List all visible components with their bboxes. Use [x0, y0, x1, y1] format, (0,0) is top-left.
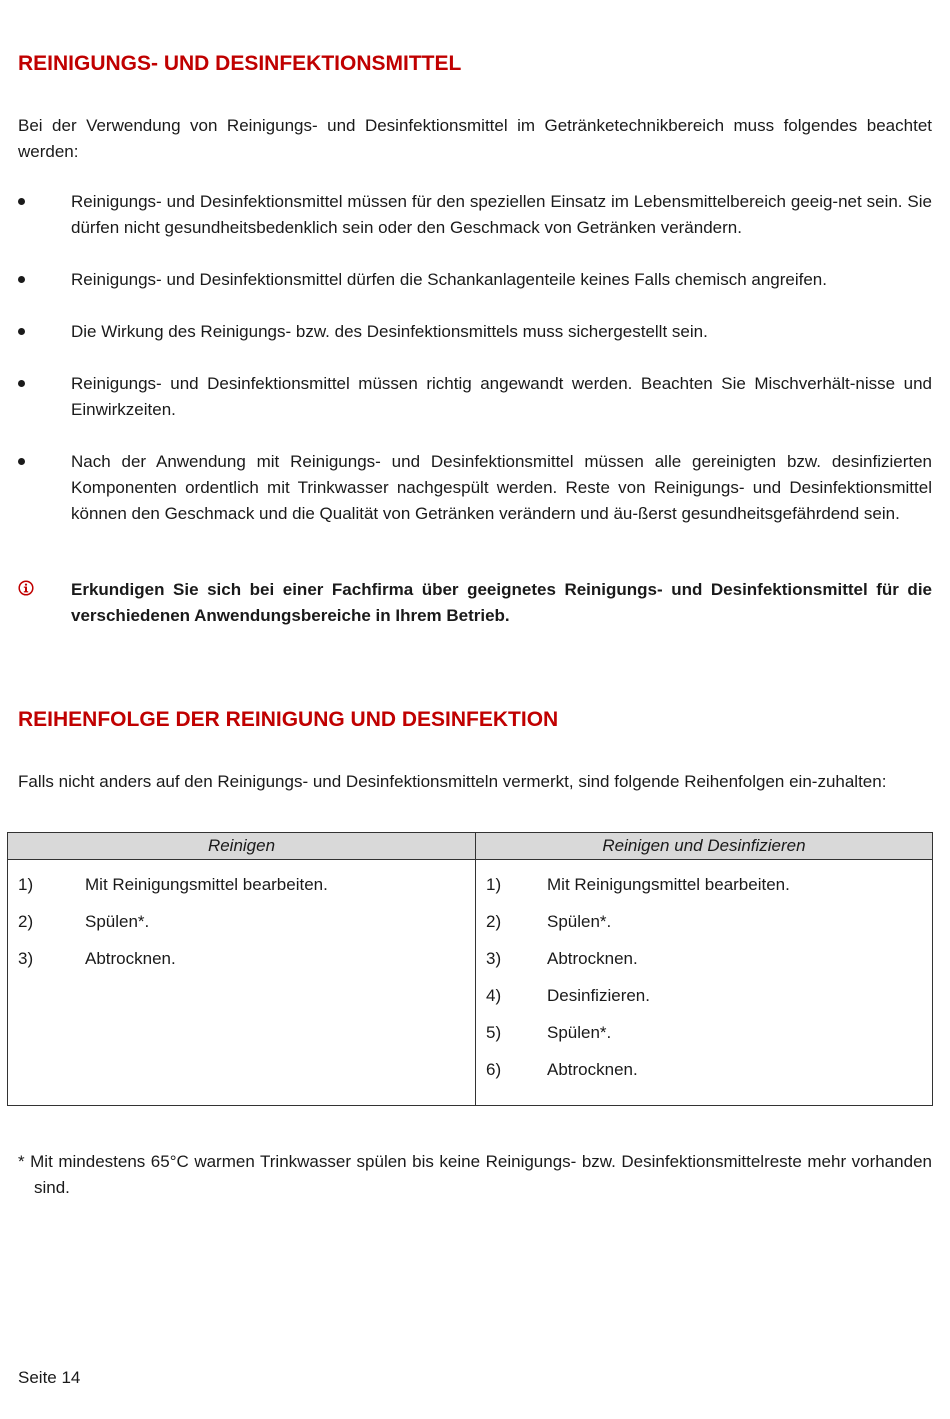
section-heading-cleaning-agents: REINIGUNGS- UND DESINFEKTIONSMITTEL [18, 52, 462, 75]
procedure-column-cleaning [8, 833, 476, 1105]
info-icon [18, 580, 34, 596]
column-header: Reinigen [8, 833, 475, 860]
bullet-text: Die Wirkung des Reinigungs- bzw. des Desinfektionsmittels muss sichergestellt sein. [71, 322, 708, 341]
step-item [476, 983, 932, 1020]
step-text: Spülen*. [547, 1023, 612, 1042]
step-text: Spülen*. [547, 912, 612, 931]
step-number: 6) [486, 1060, 502, 1079]
step-number: 5) [486, 1023, 502, 1042]
step-item [476, 872, 932, 909]
step-number: 1) [486, 875, 502, 894]
step-list [476, 860, 932, 1094]
bullet-icon [18, 380, 25, 387]
bullet-item [18, 449, 932, 527]
page-number: Seite 14 [18, 1368, 81, 1387]
step-item [8, 909, 475, 946]
column-header: Reinigen und Desinfizieren [476, 833, 932, 860]
bullet-text: Reinigungs- und Desinfektionsmittel dürfen die Schankanlagenteile keines Falls chemisch angreifen. [71, 270, 827, 289]
step-item [476, 909, 932, 946]
bullet-icon [18, 276, 25, 283]
footnote: * Mit mindestens 65°C warmen Trinkwasser spülen bis keine Reinigungs- bzw. Desinfektionsmittelreste mehr vorhanden sind. [18, 1152, 932, 1197]
step-text: Abtrocknen. [547, 949, 638, 968]
step-number: 4) [486, 986, 502, 1005]
bullet-text: Reinigungs- und Desinfektionsmittel müssen richtig angewandt werden. Beachten Sie Mischverhält-nisse und Einwirkzeiten. [71, 374, 932, 419]
bullet-icon [18, 328, 25, 335]
procedure-table [7, 832, 933, 1106]
step-item [8, 946, 475, 983]
bullet-icon [18, 458, 25, 465]
step-number: 3) [486, 949, 502, 968]
step-text: Abtrocknen. [547, 1060, 638, 1079]
info-note-text: Erkundigen Sie sich bei einer Fachfirma über geeignetes Reinigungs- und Desinfektionsmittel für die verschiedenen Anwendungsbereiche in Ihrem Betrieb. [71, 580, 932, 625]
section-heading-sequence: REIHENFOLGE DER REINIGUNG UND DESINFEKTION [18, 708, 559, 731]
bullet-item [18, 371, 932, 423]
step-item [476, 946, 932, 983]
bullet-item [18, 319, 932, 345]
step-text: Spülen*. [85, 912, 150, 931]
step-list [8, 860, 475, 983]
info-note [18, 577, 932, 629]
bullet-text: Reinigungs- und Desinfektionsmittel müssen für den speziellen Einsatz im Lebensmittelbereich geeig-net sein. Sie dürfen nicht gesundheitsbedenklich sein oder den Geschmack von Getränken verändern. [71, 192, 932, 237]
step-item [476, 1057, 932, 1094]
step-text: Desinfizieren. [547, 986, 650, 1005]
step-text: Mit Reinigungsmittel bearbeiten. [547, 875, 790, 894]
bullet-item [18, 189, 932, 241]
step-item [8, 872, 475, 909]
step-number: 3) [18, 949, 34, 968]
procedure-column-cleaning-disinfecting [476, 833, 932, 1105]
bullet-icon [18, 198, 25, 205]
bullet-item [18, 267, 932, 293]
section1-intro: Bei der Verwendung von Reinigungs- und Desinfektionsmittel im Getränketechnikbereich muss folgendes beachtet werden: [18, 116, 932, 161]
section2-intro: Falls nicht anders auf den Reinigungs- und Desinfektionsmitteln vermerkt, sind folgende Reihenfolgen ein-zuhalten: [18, 772, 887, 791]
step-number: 1) [18, 875, 34, 894]
step-number: 2) [18, 912, 34, 931]
step-number: 2) [486, 912, 502, 931]
step-text: Abtrocknen. [85, 949, 176, 968]
step-text: Mit Reinigungsmittel bearbeiten. [85, 875, 328, 894]
step-item [476, 1020, 932, 1057]
bullet-text: Nach der Anwendung mit Reinigungs- und Desinfektionsmittel müssen alle gereinigten bzw. desinfizierten Komponenten ordentlich mit Trinkwasser nachgespült werden. Reste von Reinigungs- und Desinfektionsmittel können den Geschmack und die Qualität von Getränken verändern und äu-ßerst gesundheitsgefährdend sein. [71, 452, 932, 523]
